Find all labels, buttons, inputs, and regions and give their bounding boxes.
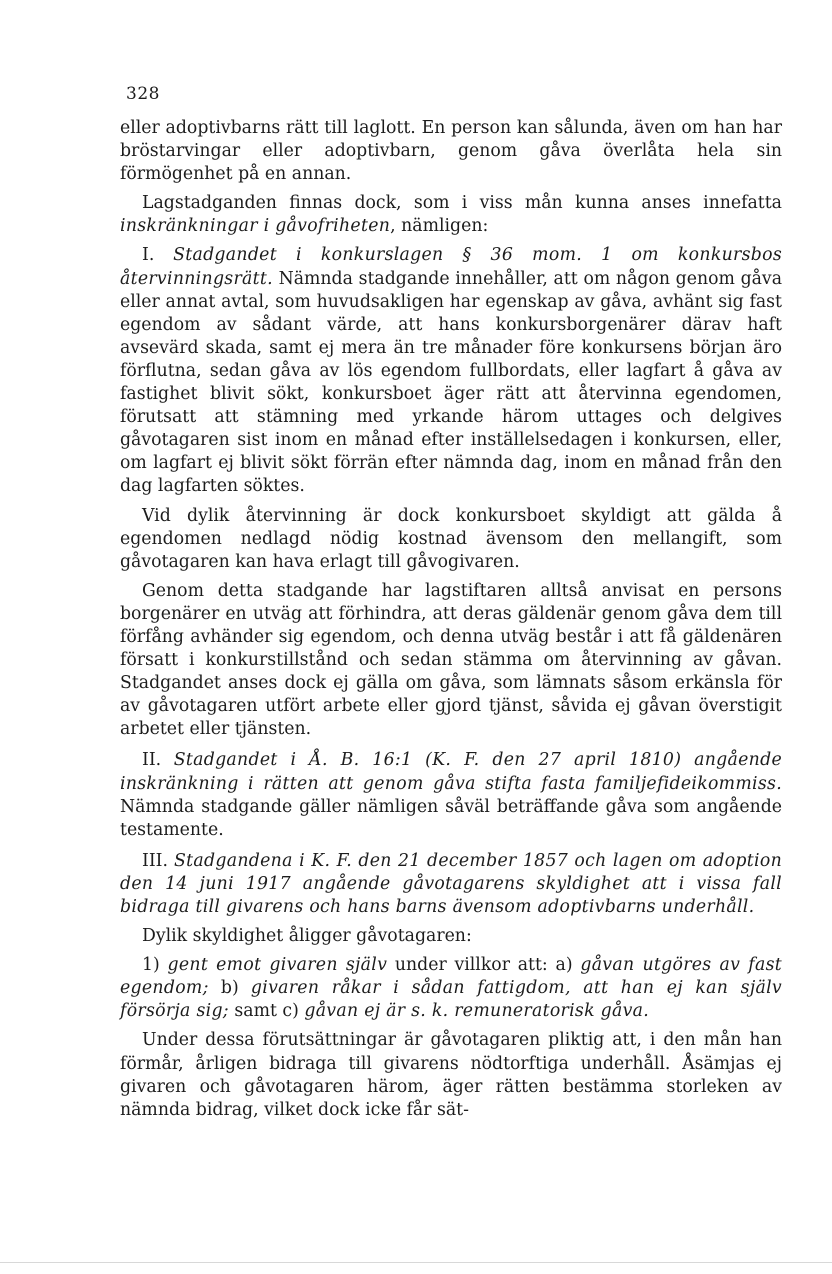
section-one — [120, 244, 782, 498]
conditions-emphasis-a: gåvan utgöres av fast egendom; — [120, 955, 782, 999]
page-number: 328 — [126, 84, 160, 104]
section-one-heading: Stadgandet i konkurslagen § 36 mom. 1 om konkursbos återvinningsrätt. — [120, 245, 782, 289]
page-bottom-divider — [0, 1262, 832, 1263]
paragraph-recovery: Vid dylik återvinning är dock konkursboet skyldigt att gälda å egendomen nedlagd nödig kostnad ävensom den mellangift, som gåvotagaren kan hava erlagt till gåvogivaren. — [120, 505, 782, 572]
conditions-emphasis-c: gåvan ej är s. k. remuneratorisk gåva. — [304, 1001, 650, 1022]
paragraph-intro — [120, 192, 782, 238]
section-two-number: II. — [142, 750, 174, 771]
conditions-text-b: b) — [208, 978, 251, 999]
section-one-body: Nämnda stadgande innehåller, att om någon genom gåva eller annat avtal, som huvudsakligen har egenskap av gåva, avhänt sig fast egendom av sådant värde, att hans konkursborgenärer därav haft avsevärd skada, samt ej mera än tre månader före konkursens början äro förflutna, sedan gåva av lös egendom fullbordats, eller lagfart å gåva av fastighet blivit sökt, konkursboet äger rätt att återvinna egendomen, förutsatt att stämning med yrkande härom uttages och delgives gåvotagaren sist inom en månad efter inställelsedagen i konkursen, eller, om lagfart ej blivit sökt förrän efter nämnda dag, inom en månad från den dag lagfarten söktes. — [120, 268, 782, 497]
paragraph-continuation: eller adoptivbarns rätt till laglott. En person kan sålunda, även om han har bröstarvingar eller adoptivbarn, genom gåva överlåta hela sin förmögenhet på en annan. — [120, 118, 782, 185]
section-two-heading: Stadgandet i Å. B. 16:1 (K. F. den 27 april 1810) angående inskränkning i rätten att genom gåva stifta fasta familjefideikommiss. — [120, 750, 782, 794]
section-three-number: III. — [142, 850, 175, 871]
section-one-number: I. — [142, 245, 174, 266]
intro-text: Lagstadganden finnas dock, som i viss mån kunna anses innefatta — [142, 193, 782, 214]
paragraph-obligation: Dylik skyldighet åligger gåvotagaren: — [142, 926, 472, 947]
body-text — [120, 117, 782, 1122]
conditions-text-c: samt c) — [228, 1001, 305, 1022]
paragraph-duty: Under dessa förutsättningar är gåvotagaren pliktig att, i den mån han förmår, årligen bidraga till givarens nödtorftiga underhåll. Åsämjas ej givaren och gåvotagaren härom, äger rätten bestämma storleken av nämnda bidrag, vilket dock icke får sät- — [120, 1030, 782, 1120]
section-three-heading: Stadgandena i K. F. den 21 december 1857 och lagen om adoption den 14 juni 1917 angående gåvotagarens skyldighet att i vissa fall bidraga till givarens och hans barns ävensom adoptivbarns underhåll. — [120, 850, 782, 917]
conditions-number: 1) — [142, 955, 168, 976]
intro-emphasis: inskränkningar i gåvofriheten — [120, 216, 391, 237]
paragraph-conditions — [120, 954, 782, 1023]
section-three — [120, 850, 782, 919]
conditions-emphasis-giver: gent emot givaren själv — [167, 955, 388, 976]
intro-tail: , nämligen: — [390, 216, 489, 237]
section-two — [120, 749, 782, 841]
section-two-body: Nämnda stadgande gäller nämligen såväl beträffande gåva som angående testamente. — [120, 796, 782, 840]
paragraph-creditors: Genom detta stadgande har lagstiftaren alltså anvisat en persons borgenärer en utväg att förhindra, att deras gäldenär genom gåva dem till förfång avhänder sig egendom, och denna utväg består i att få gäldenären försatt i konkurstillstånd och sedan stämma om återvinning av gåvan. Stadgandet anses dock ej gälla om gåva, som lämnats såsom erkänsla för av gåvotagaren utfört arbete eller gjord tjänst, såvida ej gåvan överstigit arbetet eller tjänsten. — [120, 580, 782, 740]
conditions-emphasis-b: givaren råkar i sådan fattigdom, att han ej kan själv försörja sig; — [120, 978, 782, 1022]
conditions-text-a: under villkor att: a) — [387, 955, 581, 976]
